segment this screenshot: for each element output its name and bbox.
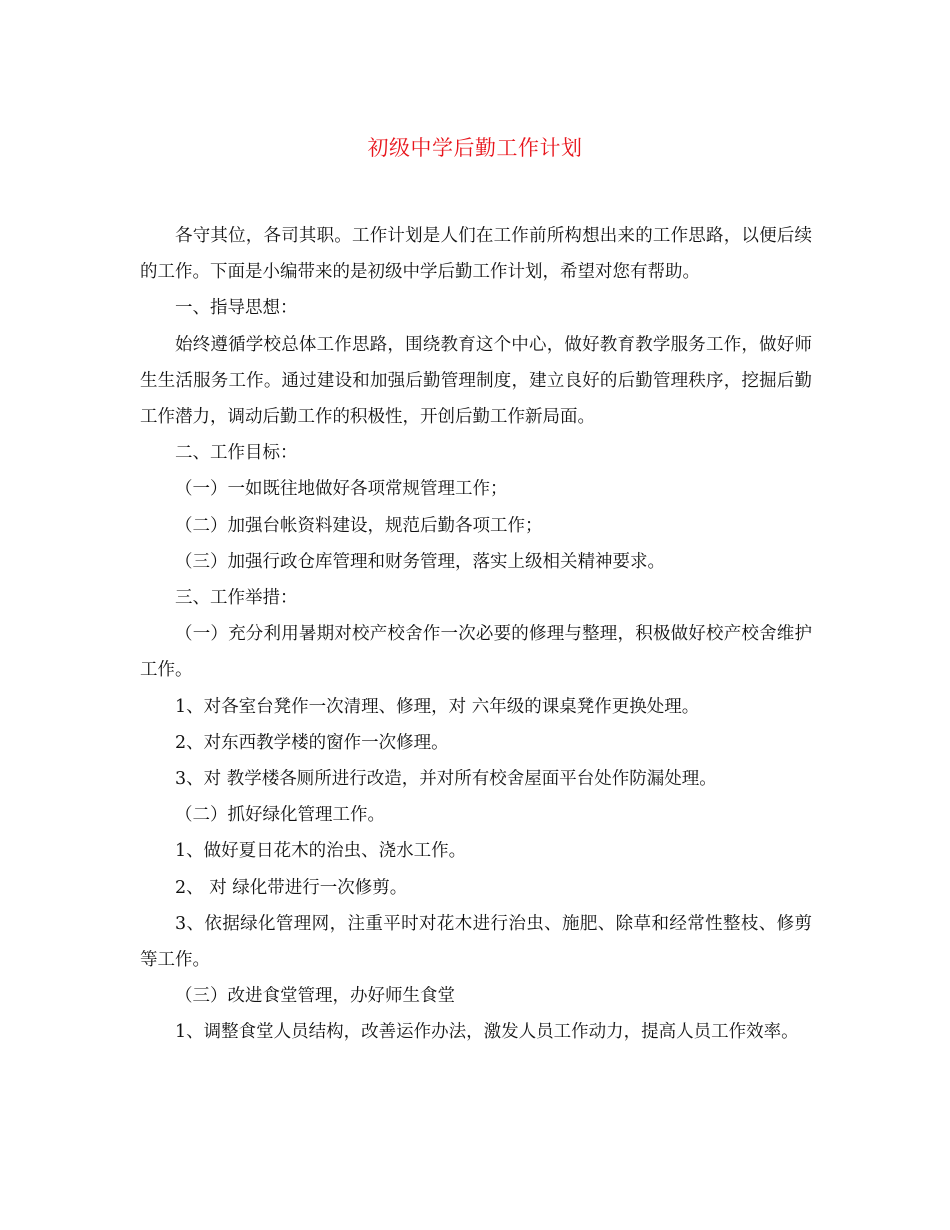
measure-subitem-2-2: 2、 对 绿化带进行一次修剪。 xyxy=(175,877,408,898)
document-title: 初级中学后勤工作计划 xyxy=(367,136,583,160)
measure-subitem-2-1: 1、做好夏日花木的治虫、浇水工作。 xyxy=(175,841,467,862)
measure-subitem-3-1: 1、调整食堂人员结构，改善运作办法，激发人员工作动力，提高人员工作效率。 xyxy=(175,1022,799,1043)
measure-subitem-2-3: 3、依据绿化管理网，注重平时对花木进行治虫、施肥、除草和经常性整枝、修剪等工作。 xyxy=(140,913,812,971)
measure-subitem-1-3: 3、对 教学楼各厕所进行改造，并对所有校舍屋面平台处作防漏处理。 xyxy=(175,769,717,790)
goal-item-2: （二）加强台帐资料建设，规范后勤各项工作； xyxy=(175,515,543,536)
measure-item-1: （一）充分利用暑期对校产校舍作一次必要的修理与整理，积极做好校产校舍维护工作。 xyxy=(140,624,812,681)
guiding-thought-paragraph: 始终遵循学校总体工作思路，围绕教育这个中心，做好教育教学服务工作，做好师生生活服务工作。通过建设和加强后勤管理制度，建立良好的后勤管理秩序，挖掘后勤工作潜力，调动后勤工作的积极性，开创后勤工作新局面。 xyxy=(140,334,812,428)
goal-item-1: （一）一如既往地做好各项常规管理工作； xyxy=(175,479,508,500)
measure-subitem-1-1: 1、对各室台凳作一次清理、修理，对 六年级的课桌凳作更换处理。 xyxy=(175,696,700,717)
section-heading-work-measures: 三、工作举措： xyxy=(175,588,298,609)
document-body xyxy=(140,218,812,1051)
section-heading-work-goals: 二、工作目标： xyxy=(175,443,298,464)
intro-paragraph: 各守其位，各司其职。工作计划是人们在工作前所构想出来的工作思路，以便后续的工作。下面是小编带来的是初级中学后勤工作计划，希望对您有帮助。 xyxy=(140,226,812,283)
section-heading-guiding-thought: 一、指导思想： xyxy=(175,298,298,319)
measure-item-2: （二）抓好绿化管理工作。 xyxy=(175,805,385,826)
goal-item-3: （三）加强行政仓库管理和财务管理，落实上级相关精神要求。 xyxy=(175,551,665,572)
measure-item-3: （三）改进食堂管理，办好师生食堂 xyxy=(175,986,455,1007)
measure-subitem-1-2: 2、对东西教学楼的窗作一次修理。 xyxy=(175,732,449,753)
